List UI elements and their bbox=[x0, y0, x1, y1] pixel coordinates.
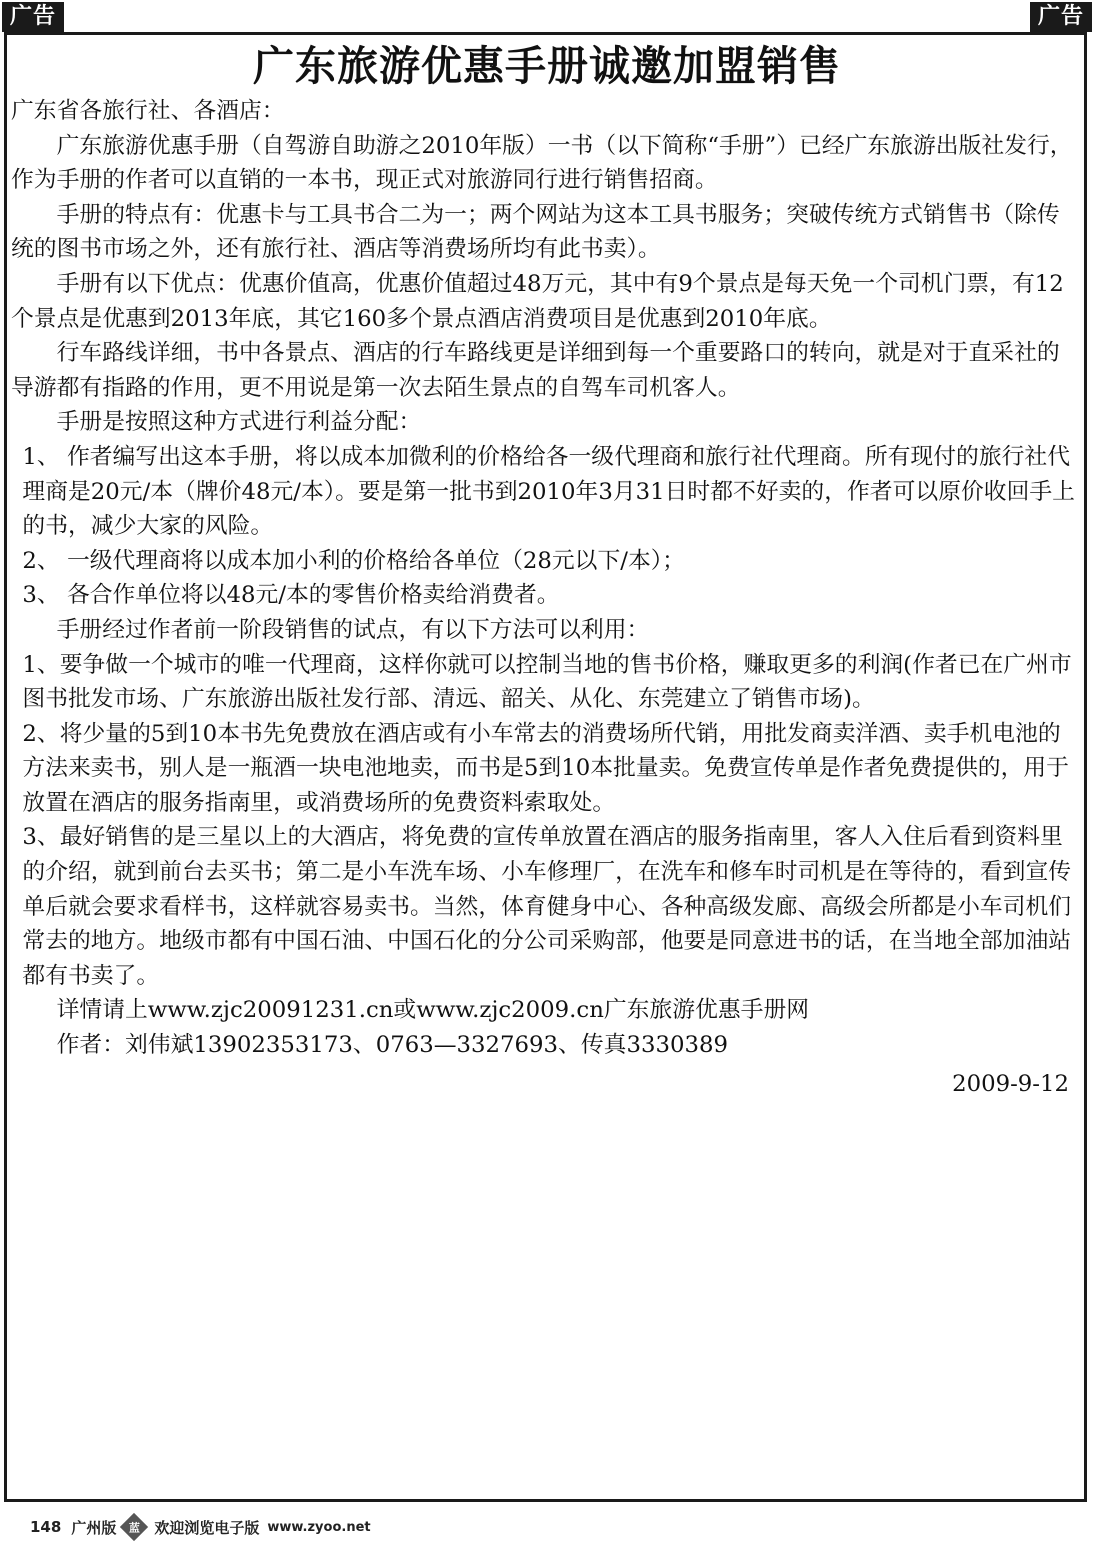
paragraph: 手册是按照这种方式进行利益分配： bbox=[56, 409, 422, 436]
brand-logo-char: 蓝 bbox=[128, 1521, 140, 1534]
method-item: 1、要争做一个城市的唯一代理商，这样你就可以控制当地的售书价格，赚取更多的利润(作者已在广州市图书批发市场、广东旅游出版社发行部、清远、韶关、从化、东莞建立了销售市场)。 bbox=[22, 651, 1072, 713]
paragraph: 广东旅游优惠手册（自驾游自助游之2010年版）一书（以下简称“手册”）已经广东旅游出版社发行，作为手册的作者可以直销的一本书，现正式对旅游同行进行销售招商。 bbox=[11, 132, 1073, 194]
ad-tag-left: 广告 bbox=[2, 2, 64, 32]
footer-slogan: 欢迎浏览电子版 bbox=[154, 1518, 260, 1537]
paragraph: 行车路线详细，书中各景点、酒店的行车路线更是详细到每一个重要路口的转向，就是对于直采社的导游都有指路的作用，更不用说是第一次去陌生景点的自驾车司机客人。 bbox=[11, 340, 1060, 401]
edition-label: 广州版 bbox=[71, 1518, 117, 1537]
contact-author: 作者：刘伟斌13902353173、0763—3327693、传真3330389 bbox=[56, 1032, 728, 1059]
paragraph: 手册的特点有：优惠卡与工具书合二为一；两个网站为这本工具书服务；突破传统方式销售书（除传统的图书市场之外，还有旅行社、酒店等消费场所均有此书卖）。 bbox=[11, 201, 1060, 263]
footer-site: www.zyoo.net bbox=[267, 1519, 371, 1535]
distribution-item: 1、 作者编写出这本手册，将以成本加微利的价格给各一级代理商和旅行社代理商。所有现付的旅行社代理商是20元/本（牌价48元/本）。要是第一批书到2010年3月31日时都不好卖的，作者可以原价收回手上的书，减少大家的风险。 bbox=[22, 443, 1075, 540]
ad-body bbox=[11, 94, 1077, 1101]
method-item: 2、将少量的5到10本书先免费放在酒店或有小车常去的消费场所代销，用批发商卖洋酒、卖手机电池的方法来卖书，别人是一瓶酒一块电池地卖，而书是5到10本批量卖。免费宣传单是作者免费提供的，用于放置在酒店的服务指南里，或消费场所的免费资料索取处。 bbox=[22, 720, 1069, 816]
page-number: 148 bbox=[30, 1518, 62, 1536]
ad-tag-right: 广告 bbox=[1030, 2, 1092, 32]
page-footer bbox=[30, 1514, 371, 1540]
page-title: 广东旅游优惠手册诚邀加盟销售 bbox=[253, 42, 841, 90]
salutation: 广东省各旅行社、各酒店： bbox=[11, 98, 285, 124]
contact-web: 详情请上www.zjc20091231.cn或www.zjc2009.cn广东旅游优惠手册网 bbox=[56, 997, 810, 1024]
brand-logo-icon bbox=[120, 1513, 148, 1541]
distribution-item: 2、 一级代理商将以成本加小利的价格给各单位（28元以下/本）； bbox=[22, 547, 685, 574]
distribution-item: 3、 各合作单位将以48元/本的零售价格卖给消费者。 bbox=[22, 582, 560, 609]
methods-intro: 手册经过作者前一阶段销售的试点，有以下方法可以利用： bbox=[56, 616, 650, 643]
method-item: 3、最好销售的是三星以上的大酒店，将免费的宣传单放置在酒店的服务指南里，客人入住后看到资料里的介绍，就到前台去买书；第二是小车洗车场、小车修理厂，在洗车和修车时司机是在等待的，看到宣传单后就会要求看样书，这样就容易卖书。当然，体育健身中心、各种高级发廊、高级会所都是小车司机们常去的地方。地级市都有中国石油、中国石化的分公司采购部，他要是同意进书的话，在当地全部加油站都有书卖了。 bbox=[22, 824, 1072, 989]
date: 2009-9-12 bbox=[952, 1070, 1069, 1097]
paragraph: 手册有以下优点：优惠价值高，优惠价值超过48万元，其中有9个景点是每天免一个司机门票，有12个景点是优惠到2013年底，其它160多个景点酒店消费项目是优惠到2010年底。 bbox=[11, 270, 1064, 332]
